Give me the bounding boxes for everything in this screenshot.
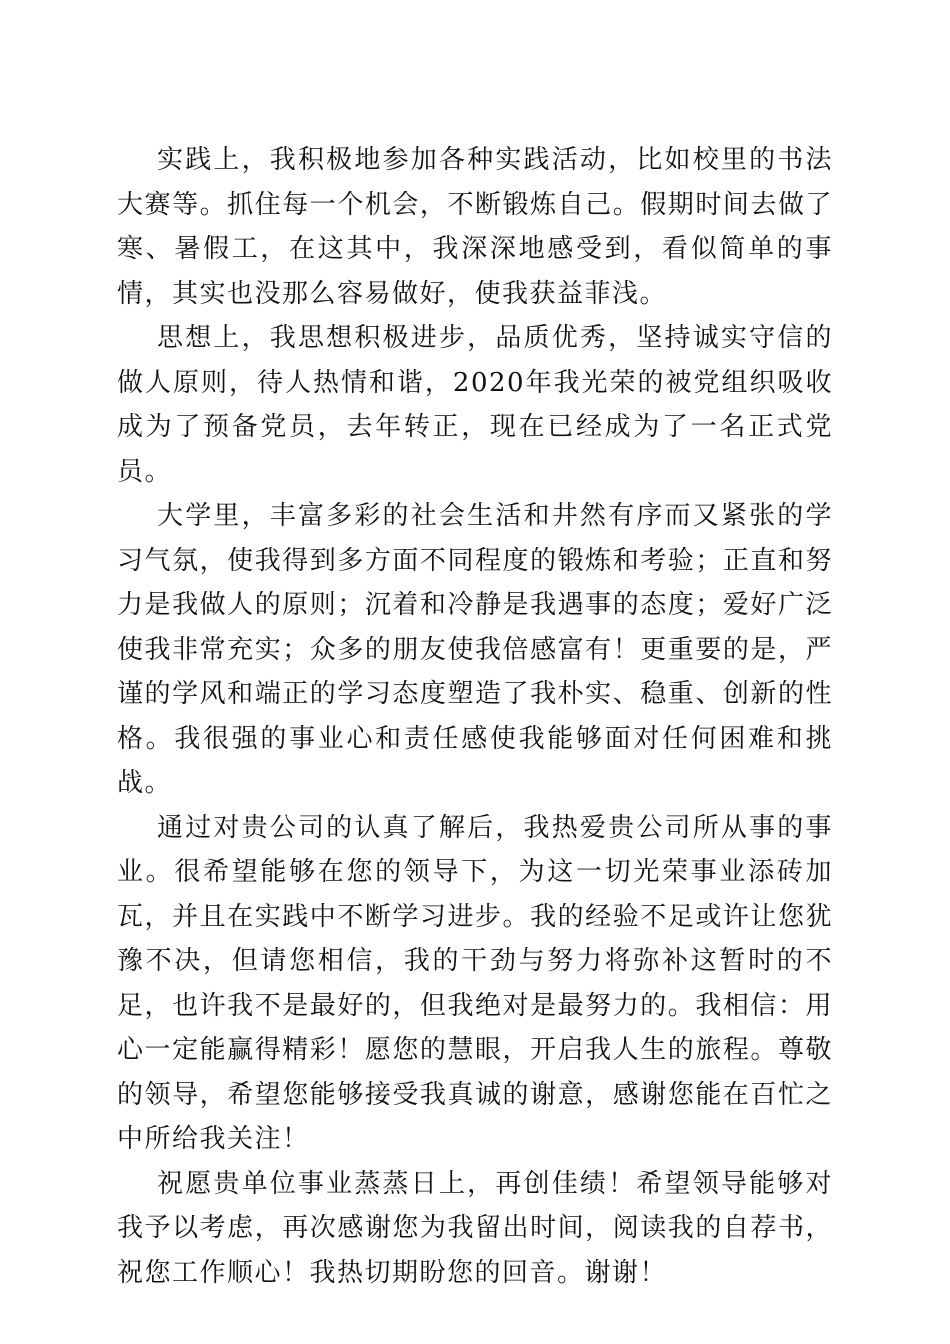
paragraph-university: 大学里，丰富多彩的社会生活和井然有序而又紧张的学习气氛，使我得到多方面不同程度的锻炼和考验；正直和努力是我做人的原则；沉着和冷静是我遇事的态度；爱好广泛使我非常充实；众多的朋友使我倍感富有！更重要的是，严谨的学风和端正的学习态度塑造了我朴实、稳重、创新的性格。我很强的事业心和责任感使我能够面对任何困难和挑战。 <box>117 501 833 798</box>
paragraph-ideology: 思想上，我思想积极进步，品质优秀，坚持诚实守信的做人原则，待人热情和谐，2020年我光荣的被党组织吸收成为了预备党员，去年转正，现在已经成为了一名正式党员。 <box>117 323 833 487</box>
document-body <box>117 138 833 1295</box>
paragraph-practice: 实践上，我积极地参加各种实践活动，比如校里的书法大赛等。抓住每一个机会，不断锻炼自己。假期时间去做了寒、暑假工，在这其中，我深深地感受到，看似简单的事情，其实也没那么容易做好，使我获益菲浅。 <box>117 145 833 309</box>
paragraph-closing: 祝愿贵单位事业蒸蒸日上，再创佳绩！希望领导能够对我予以考虑，再次感谢您为我留出时间，阅读我的自荐书，祝您工作顺心！我热切期盼您的回音。谢谢！ <box>117 1168 833 1288</box>
paragraph-company: 通过对贵公司的认真了解后，我热爱贵公司所从事的事业。很希望能够在您的领导下，为这一切光荣事业添砖加瓦，并且在实践中不断学习进步。我的经验不足或许让您犹豫不决，但请您相信，我的干劲与努力将弥补这暂时的不足，也许我不是最好的，但我绝对是最努力的。我相信：用心一定能赢得精彩！愿您的慧眼，开启我人生的旅程。尊敬的领导，希望您能够接受我真诚的谢意，感谢您能在百忙之中所给我关注！ <box>117 812 833 1154</box>
